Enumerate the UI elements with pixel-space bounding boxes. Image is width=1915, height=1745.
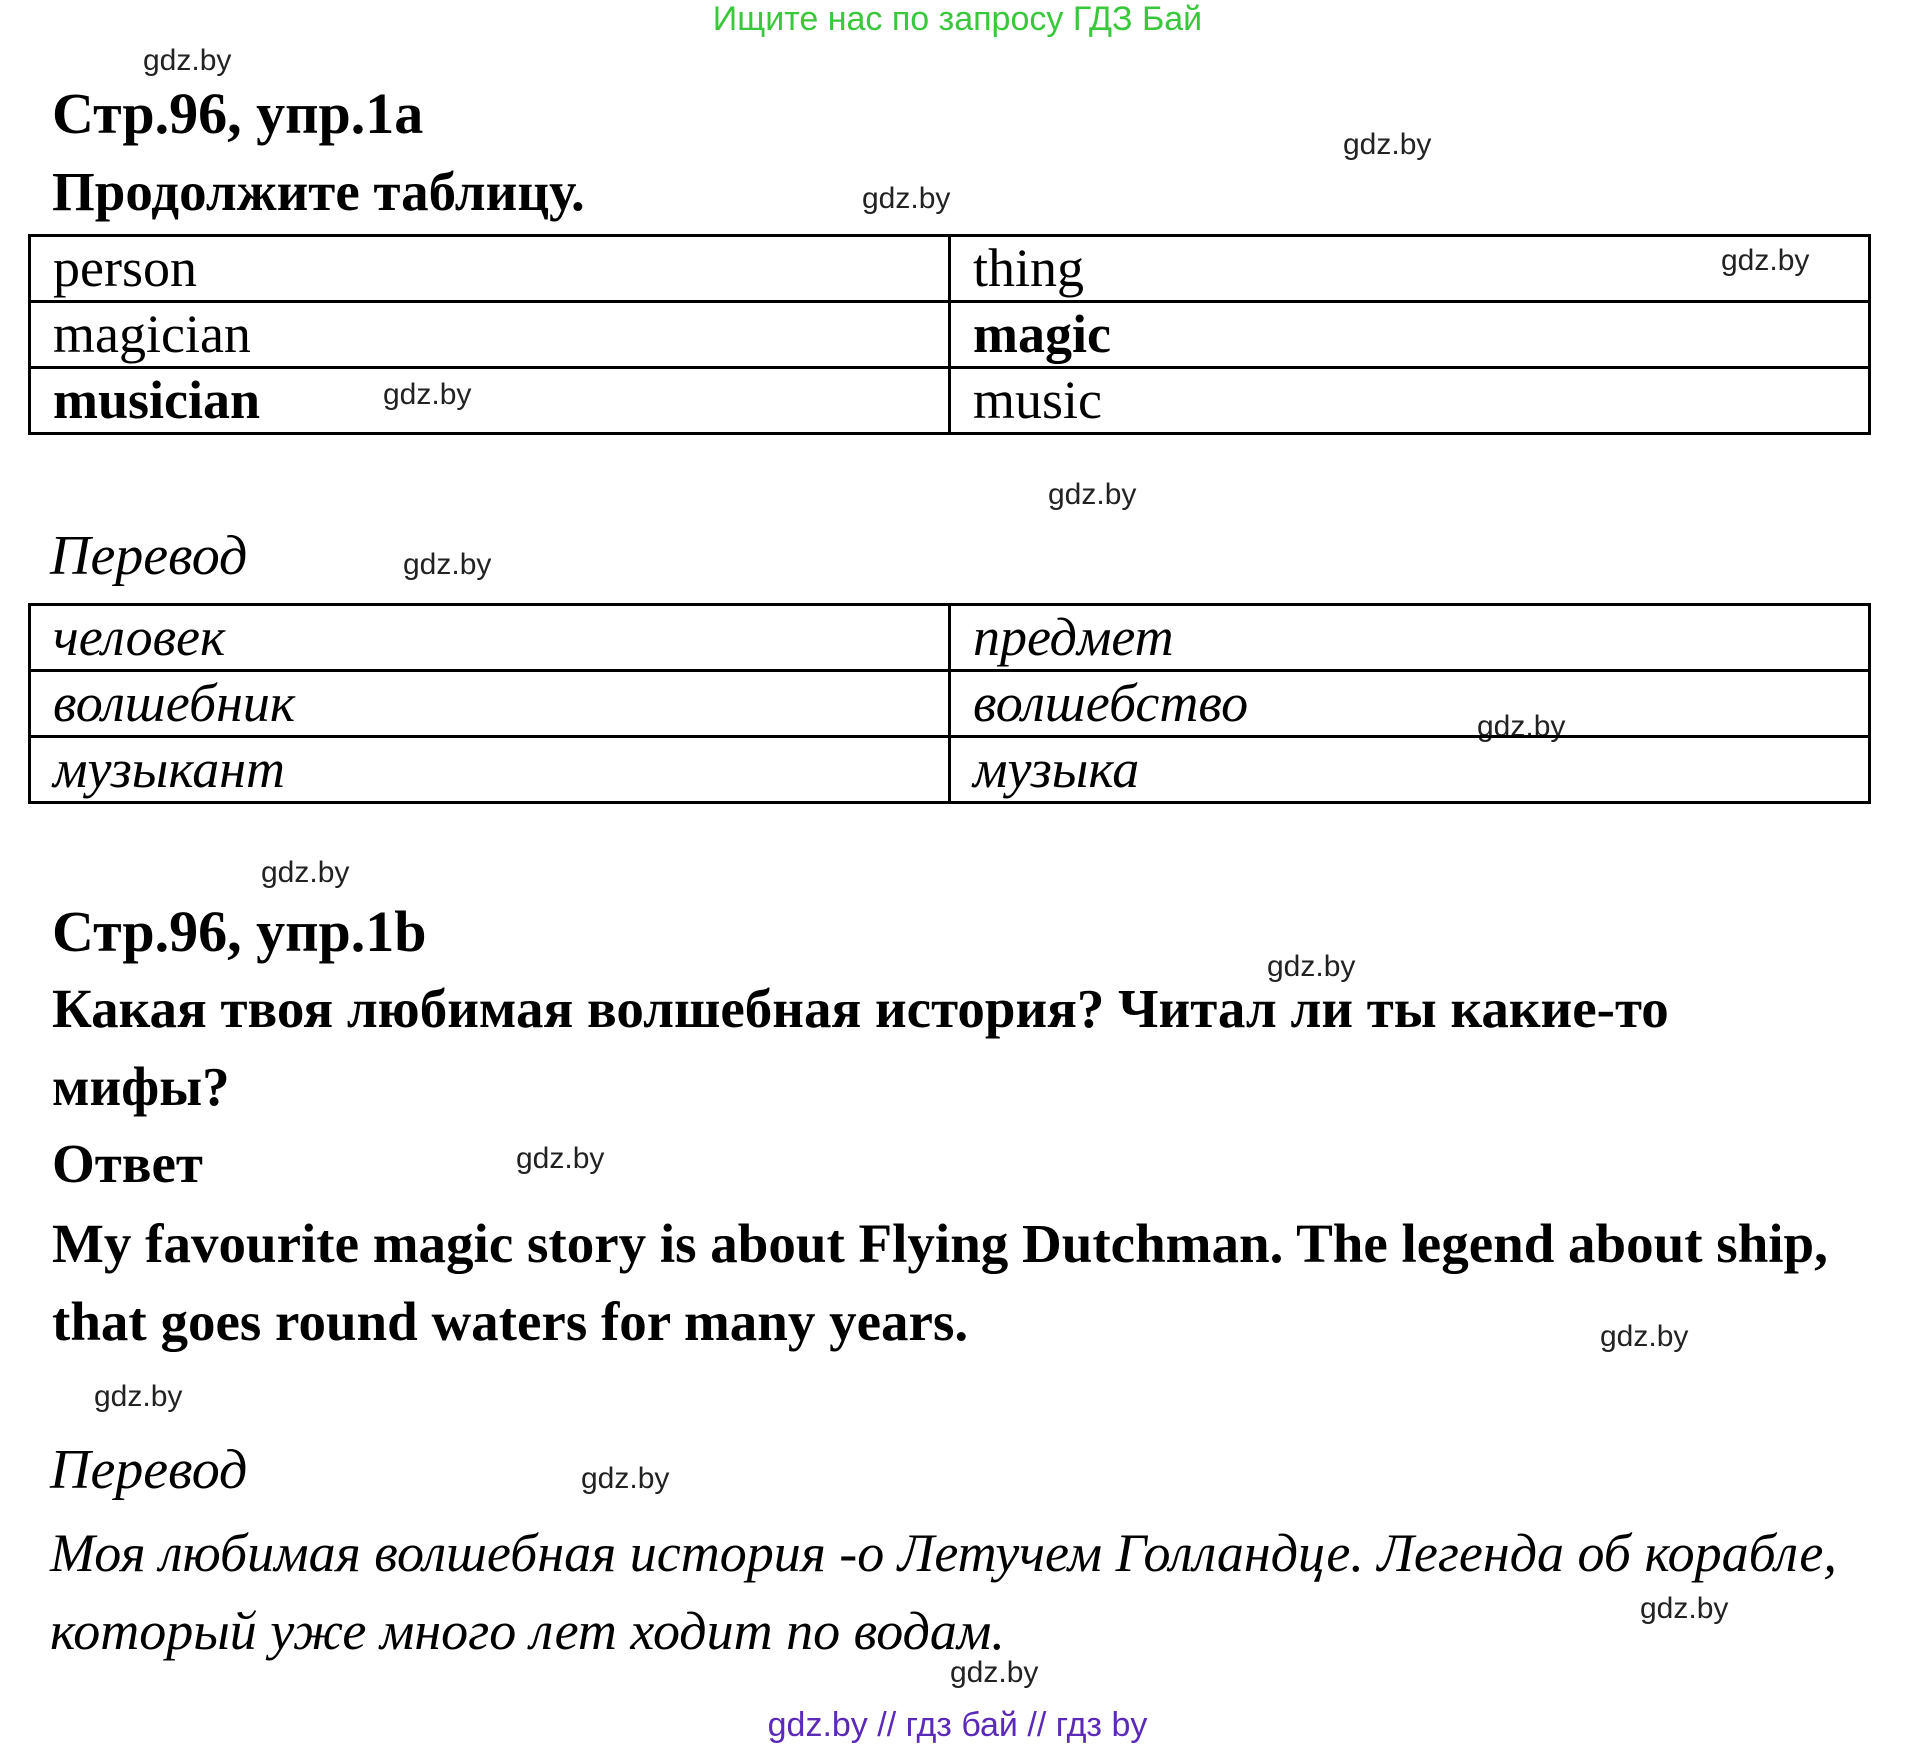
table-row — [30, 236, 1870, 302]
table-row — [30, 737, 1870, 803]
table-cell: человек — [30, 605, 950, 671]
translation-label: Перевод — [50, 1439, 248, 1501]
watermark: gdz.by — [1477, 710, 1566, 743]
table-row — [30, 671, 1870, 737]
table-cell: предмет — [950, 605, 1870, 671]
table-cell: magician — [30, 302, 950, 368]
exercise-1a-task: Продолжите таблицу. — [52, 161, 585, 222]
table-cell: person — [30, 236, 950, 302]
table-cell: музыкант — [30, 737, 950, 803]
watermark: gdz.by — [403, 548, 492, 581]
translation-text: Моя любимая волшебная история -о Летучем Голландце. Легенда об корабле, который уже много лет ходит по водам. — [50, 1523, 1837, 1661]
table-cell: волшебник — [30, 671, 950, 737]
table-cell-answer: magic — [950, 302, 1870, 368]
watermark: gdz.by — [261, 856, 350, 889]
watermark: gdz.by — [1267, 950, 1356, 983]
table-cell: музыка — [950, 737, 1870, 803]
watermark: gdz.by — [1600, 1320, 1689, 1353]
footer: gdz.by // гдз бай // гдз by — [767, 1706, 1148, 1744]
table-row — [30, 605, 1870, 671]
answer-text: My favourite magic story is about Flying Dutchman. The legend about ship, that goes round waters for many years. — [52, 1213, 1828, 1352]
table-cell-answer: musician — [30, 368, 950, 434]
word-table — [28, 234, 1871, 435]
table-cell: thing — [950, 236, 1870, 302]
watermark: gdz.by — [1721, 244, 1810, 277]
table-cell: music — [950, 368, 1870, 434]
watermark: gdz.by — [94, 1380, 183, 1413]
watermark: gdz.by — [862, 182, 951, 215]
watermark: gdz.by — [1640, 1592, 1729, 1625]
table-row — [30, 302, 1870, 368]
watermark: gdz.by — [1343, 128, 1432, 161]
watermark: gdz.by — [1048, 478, 1137, 511]
watermark: gdz.by — [950, 1656, 1039, 1689]
exercise-1a-heading: Стр.96, упр.1а — [52, 81, 424, 146]
translation-table — [28, 603, 1871, 804]
table-cell: волшебство — [950, 671, 1870, 737]
translation-label: Перевод — [50, 525, 248, 587]
exercise-1b-question: Какая твоя любимая волшебная история? Читал ли ты какие-то мифы? — [52, 978, 1669, 1117]
answer-label: Ответ — [52, 1133, 203, 1194]
watermark: gdz.by — [581, 1462, 670, 1495]
table-row — [30, 368, 1870, 434]
watermark: gdz.by — [383, 378, 472, 411]
exercise-1b-heading: Стр.96, упр.1b — [52, 899, 427, 964]
watermark: gdz.by — [516, 1142, 605, 1175]
watermark: gdz.by — [143, 44, 232, 77]
top-banner: Ищите нас по запросу ГДЗ Бай — [712, 0, 1203, 38]
